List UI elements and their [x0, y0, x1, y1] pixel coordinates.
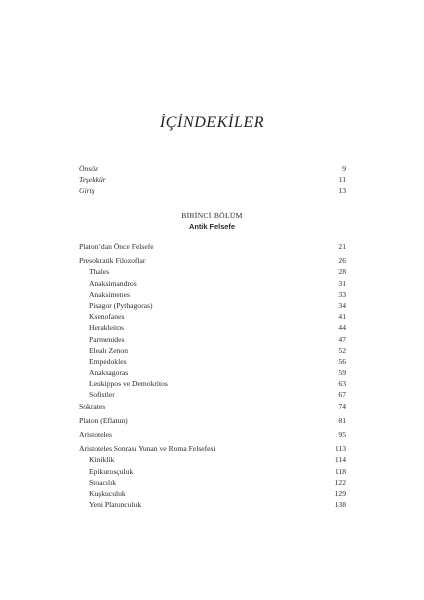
toc-entry-label: Anaksimandros [89, 278, 137, 288]
toc-entry[interactable] [79, 174, 346, 185]
front-matter-list [79, 163, 346, 197]
toc-entry-page: 74 [338, 401, 346, 411]
toc-entry[interactable] [79, 255, 346, 266]
toc-entry-page: 114 [334, 455, 346, 465]
toc-entry-page: 31 [338, 278, 346, 288]
toc-subentry[interactable] [79, 322, 346, 333]
toc-entry-label: Parmenides [89, 334, 125, 344]
toc-subentry[interactable] [79, 278, 346, 289]
toc-entry-label: Teşekkür [79, 175, 106, 185]
toc-entry-label: Elealı Zenon [89, 345, 129, 355]
toc-entry-label: Empedokles [89, 356, 127, 366]
toc-entry-label: Pisagor (Pythagoras) [89, 300, 153, 310]
toc-entry-page: 95 [338, 430, 346, 439]
toc-entry-page: 34 [338, 300, 346, 310]
toc-list [79, 238, 346, 510]
toc-entry[interactable] [79, 241, 346, 252]
toc-subentry[interactable] [79, 488, 346, 499]
toc-entry-label: Önsöz [79, 164, 98, 173]
toc-entry[interactable] [79, 429, 346, 440]
toc-entry-page: 21 [338, 242, 346, 251]
toc-subentry[interactable] [79, 378, 346, 389]
toc-entry-page: 9 [342, 164, 346, 173]
toc-subentry[interactable] [79, 289, 346, 300]
toc-entry-page: 138 [334, 500, 346, 510]
section-title: Antik Felsefe [188, 222, 235, 231]
toc-subentry[interactable] [79, 311, 346, 322]
toc-entry-page: 122 [334, 477, 346, 487]
toc-entry-label: Aristoteles [79, 430, 112, 439]
toc-entry-page: 33 [338, 289, 346, 299]
toc-entry-page: 56 [338, 356, 346, 366]
toc-entry-label: Sokrates [79, 401, 106, 411]
toc-entry[interactable] [79, 415, 346, 426]
page-title: İÇİNDEKİLER [159, 114, 265, 131]
toc-entry[interactable] [79, 401, 346, 412]
toc-entry-label: Ksenofanes [89, 312, 125, 322]
toc-subentry[interactable] [79, 300, 346, 311]
toc-entry-label: Aristoteles Sonrası Yunan ve Roma Felsefesi [79, 444, 216, 454]
toc-entry-label: Presokratik Filozoflar [79, 256, 146, 266]
toc-entry-label: Epikurosçuluk [89, 466, 134, 476]
toc-subentry[interactable] [79, 334, 346, 345]
toc-entry-label: Stoacılık [89, 477, 116, 487]
toc-entry-label: Anaksimenes [89, 289, 130, 299]
toc-entry[interactable] [79, 163, 346, 174]
toc-entry-page: 47 [338, 334, 346, 344]
toc-entry-page: 59 [338, 368, 346, 378]
toc-entry-label: Platon’dan Önce Felsefe [79, 242, 154, 251]
toc-entry-label: Platon (Eflatun) [79, 415, 128, 425]
toc-subentry[interactable] [79, 367, 346, 378]
toc-subentry[interactable] [79, 345, 346, 356]
toc-entry-page: 44 [338, 323, 346, 333]
toc-entry-label: Thales [89, 267, 110, 277]
toc-subentry[interactable] [79, 477, 346, 488]
toc-subentry[interactable] [79, 266, 346, 277]
toc-entry-page: 63 [338, 379, 346, 389]
toc-entry-page: 67 [338, 390, 346, 400]
toc-entry-label: Kuşkuculuk [89, 488, 126, 498]
toc-subentry[interactable] [79, 454, 346, 465]
toc-entry-page: 11 [338, 175, 346, 185]
toc-subentry[interactable] [79, 356, 346, 367]
toc-entry[interactable] [79, 443, 346, 454]
toc-entry-page: 41 [338, 312, 346, 322]
toc-subentry[interactable] [79, 389, 346, 400]
toc-entry-page: 113 [334, 444, 346, 454]
section-number: BİRİNCİ BÖLÜM [181, 211, 243, 220]
section-heading [0, 210, 424, 232]
toc-entry-label: Herakleitos [89, 323, 125, 333]
toc-entry-page: 26 [338, 256, 346, 266]
toc-entry-label: Leukippos ve Demokritos [89, 379, 168, 389]
toc-entry-page: 28 [338, 267, 346, 277]
toc-entry-label: Kiniklik [89, 455, 115, 465]
toc-subentry[interactable] [79, 466, 346, 477]
toc-entry-label: Giriş [79, 186, 95, 196]
toc-entry-label: Yeni Platonculuk [89, 500, 142, 510]
toc-entry-page: 13 [338, 186, 346, 196]
toc-subentry[interactable] [79, 499, 346, 510]
toc-entry-page: 129 [334, 488, 346, 498]
toc-entry-page: 81 [338, 415, 346, 425]
toc-entry-page: 52 [338, 345, 346, 355]
toc-entry-label: Sofistler [89, 390, 115, 400]
toc-entry-page: 118 [334, 466, 346, 476]
toc-entry-label: Anaksagoras [89, 368, 129, 378]
toc-entry[interactable] [79, 185, 346, 196]
